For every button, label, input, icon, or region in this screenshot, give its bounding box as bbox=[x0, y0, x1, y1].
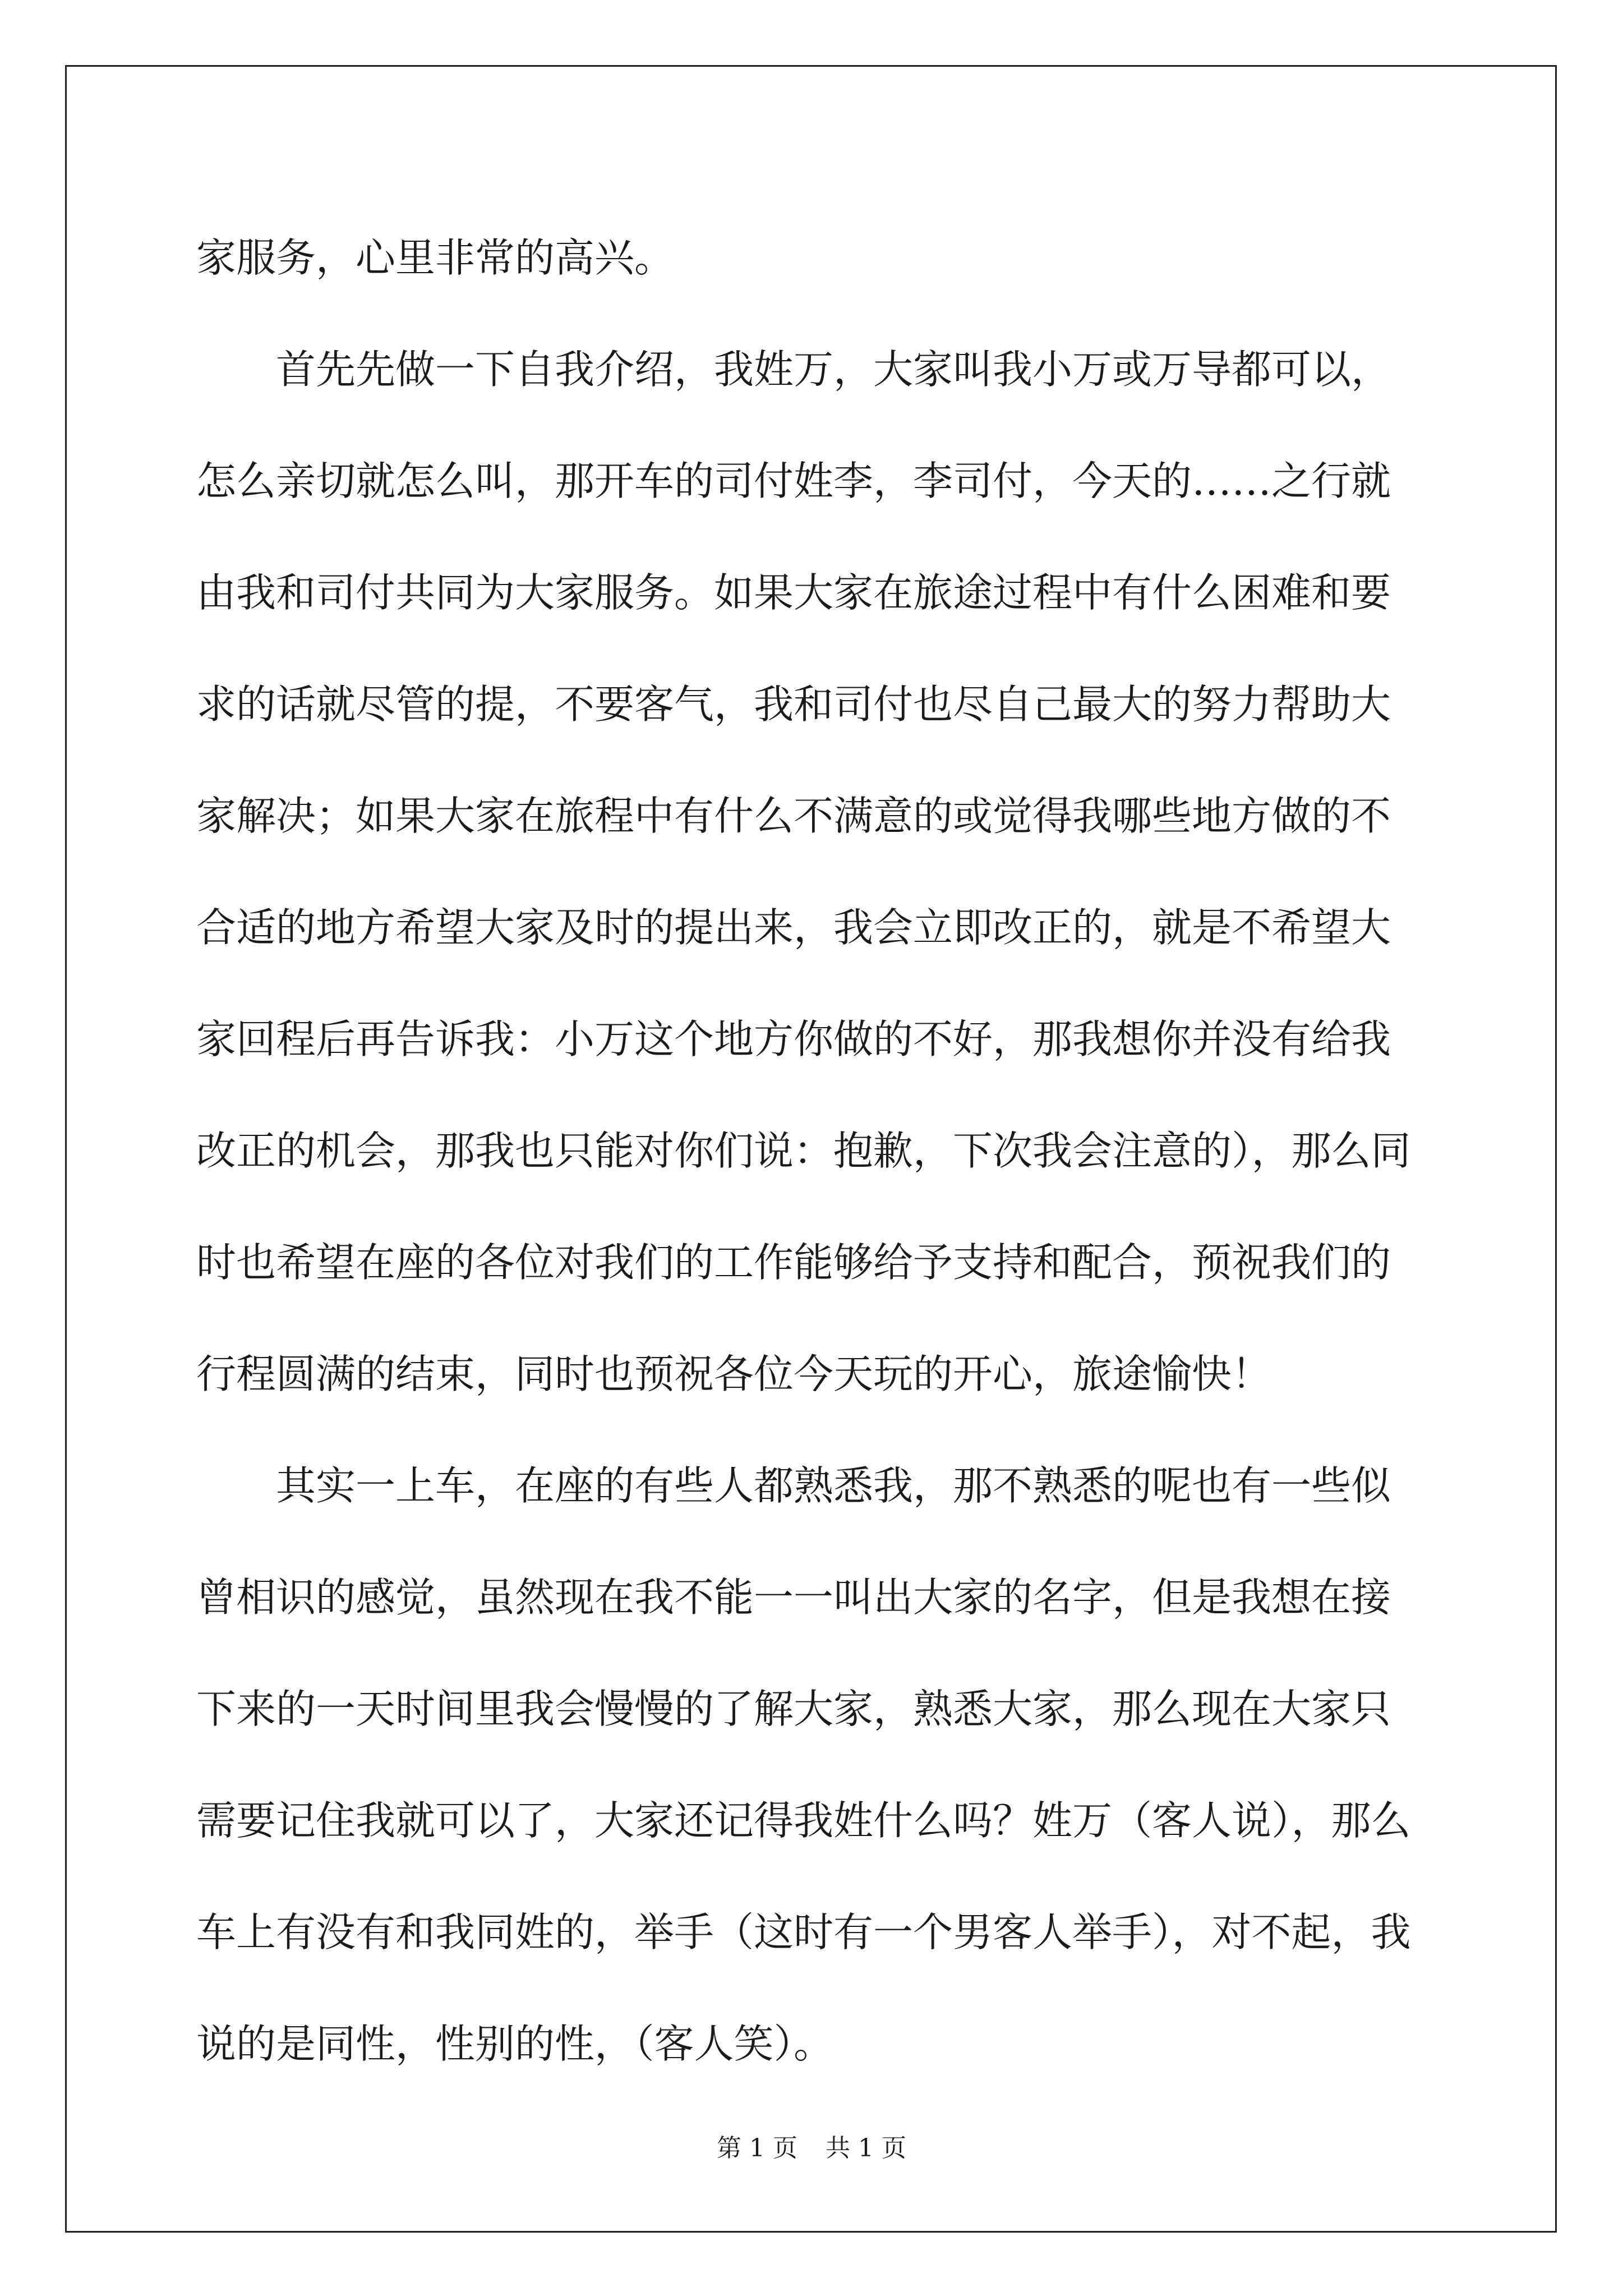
text-line: 合适的地方希望大家及时的提出来，我会立即改正的，就是不希望大 bbox=[196, 904, 1391, 951]
text-line: 首先先做一下自我介绍，我姓万，大家叫我小万或万导都可以， bbox=[276, 346, 1391, 393]
text-line: 车上有没有和我同姓的，举手（这时有一个男客人举手），对不起，我 bbox=[196, 1909, 1411, 1955]
text-line: 时也希望在座的各位对我们的工作能够给予支持和配合，预祝我们的 bbox=[196, 1239, 1391, 1286]
text-line: 由我和司付共同为大家服务。如果大家在旅途过程中有什么困难和要 bbox=[196, 569, 1391, 616]
text-line: 说的是同性，性别的性，（客人笑）。 bbox=[196, 2021, 834, 2067]
text-line: 下来的一天时间里我会慢慢的了解大家，熟悉大家，那么现在大家只 bbox=[196, 1686, 1391, 1732]
text-line: 行程圆满的结束，同时也预祝各位今天玩的开心，旅途愉快！ bbox=[196, 1351, 1272, 1397]
text-line: 求的话就尽管的提，不要客气，我和司付也尽自己最大的努力帮助大 bbox=[196, 681, 1391, 728]
text-line: 改正的机会，那我也只能对你们说：抱歉，下次我会注意的），那么同 bbox=[196, 1128, 1411, 1174]
text-line: 曾相识的感觉，虽然现在我不能一一叫出大家的名字，但是我想在接 bbox=[196, 1574, 1391, 1621]
page-total: 共 1 页 bbox=[826, 2134, 906, 2162]
text-line: 家服务，心里非常的高兴。 bbox=[196, 234, 675, 281]
text-line: 家解决；如果大家在旅程中有什么不满意的或觉得我哪些地方做的不 bbox=[196, 793, 1391, 839]
text-line: 其实一上车，在座的有些人都熟悉我，那不熟悉的呢也有一些似 bbox=[276, 1462, 1391, 1509]
text-line: 需要记住我就可以了，大家还记得我姓什么吗？姓万（客人说），那么 bbox=[196, 1797, 1411, 1844]
page-footer bbox=[0, 2132, 1623, 2165]
text-line: 家回程后再告诉我：小万这个地方你做的不好，那我想你并没有给我 bbox=[196, 1016, 1391, 1062]
text-line: 怎么亲切就怎么叫，那开车的司付姓李，李司付，今天的……之行就 bbox=[196, 458, 1391, 504]
document-body bbox=[196, 202, 1430, 2100]
page-number: 第 1 页 bbox=[717, 2134, 797, 2162]
